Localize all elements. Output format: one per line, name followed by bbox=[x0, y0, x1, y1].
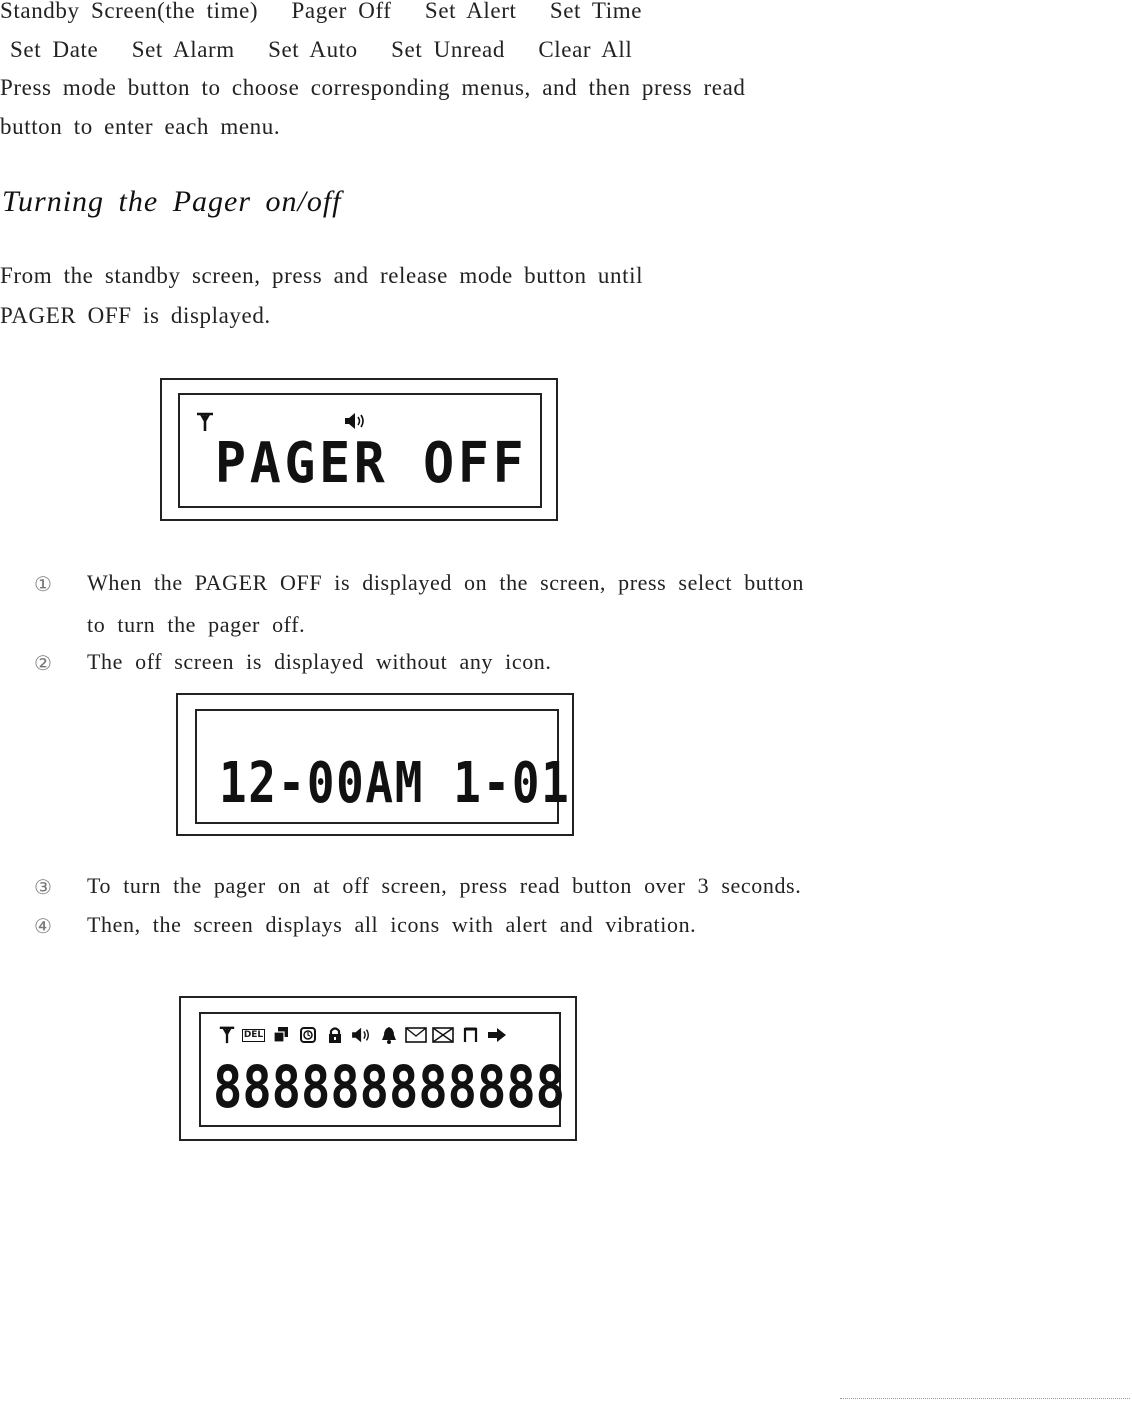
bell-icon bbox=[375, 1024, 402, 1046]
memory-icon bbox=[267, 1024, 294, 1046]
del-label: DEL bbox=[243, 1029, 264, 1040]
menu-line-1 bbox=[0, 0, 664, 26]
step-2-number: ② bbox=[34, 653, 52, 675]
lcd-screen bbox=[195, 709, 571, 824]
speaker-icon bbox=[343, 411, 369, 431]
menu-item-set-alarm: Set Alarm bbox=[131, 37, 235, 62]
menu-item-pager-off: Pager Off bbox=[291, 0, 392, 23]
lcd-text-time-date: 12-00AM 1-01 bbox=[219, 751, 571, 816]
envelope-x-icon bbox=[429, 1024, 456, 1046]
step-3-line-1: To turn the pager on at off screen, press read button over 3 seconds. bbox=[87, 873, 802, 898]
section-title: Turning the Pager on/off bbox=[2, 185, 342, 218]
lcd-display-off-screen bbox=[176, 693, 574, 836]
step-1-number: ① bbox=[34, 574, 52, 596]
menu-item-set-time: Set Time bbox=[549, 0, 643, 23]
lcd-icon-row bbox=[213, 1024, 510, 1046]
clock-icon bbox=[294, 1024, 321, 1046]
menu-instruction-line-2: button to enter each menu. bbox=[0, 114, 281, 139]
menu-item-set-auto: Set Auto bbox=[268, 37, 358, 62]
menu-item-set-unread: Set Unread bbox=[391, 37, 505, 62]
lcd-text-all-segments: 888888888888 bbox=[213, 1053, 565, 1121]
music-icon bbox=[456, 1024, 483, 1046]
step-4-line-1: Then, the screen displays all icons with alert and vibration. bbox=[87, 912, 697, 937]
envelope-icon bbox=[402, 1024, 429, 1046]
lcd-display-pager-off bbox=[160, 378, 558, 521]
lcd-display-all-icons bbox=[179, 996, 577, 1141]
antenna-icon bbox=[213, 1024, 240, 1046]
menu-item-set-date: Set Date bbox=[10, 37, 99, 62]
lock-icon bbox=[321, 1024, 348, 1046]
menu-item-clear-all: Clear All bbox=[538, 37, 633, 62]
menu-line-2 bbox=[10, 35, 654, 65]
section-intro-line-1: From the standby screen, press and release mode button until bbox=[0, 263, 644, 288]
speaker-icon bbox=[348, 1024, 375, 1046]
lcd-text-pager-off: PAGER OFF bbox=[215, 431, 528, 496]
menu-item-standby: Standby Screen(the time) bbox=[0, 0, 259, 23]
step-2-line-1: The off screen is displayed without any icon. bbox=[87, 649, 552, 674]
step-1-line-1: When the PAGER OFF is displayed on the screen, press select button bbox=[87, 570, 805, 595]
arrow-right-icon bbox=[483, 1024, 510, 1046]
antenna-icon bbox=[195, 411, 215, 433]
step-3-number: ③ bbox=[34, 877, 52, 899]
step-1-line-2: to turn the pager off. bbox=[87, 612, 306, 637]
section-intro-line-2: PAGER OFF is displayed. bbox=[0, 303, 271, 328]
scan-artifact-line bbox=[840, 1398, 1130, 1399]
del-icon bbox=[240, 1024, 267, 1046]
menu-item-set-alert: Set Alert bbox=[424, 0, 517, 23]
lcd-screen bbox=[199, 1012, 565, 1127]
step-4-number: ④ bbox=[34, 916, 52, 938]
menu-instruction-line-1: Press mode button to choose corresponding menus, and then press read bbox=[0, 75, 746, 100]
lcd-screen bbox=[178, 393, 542, 508]
